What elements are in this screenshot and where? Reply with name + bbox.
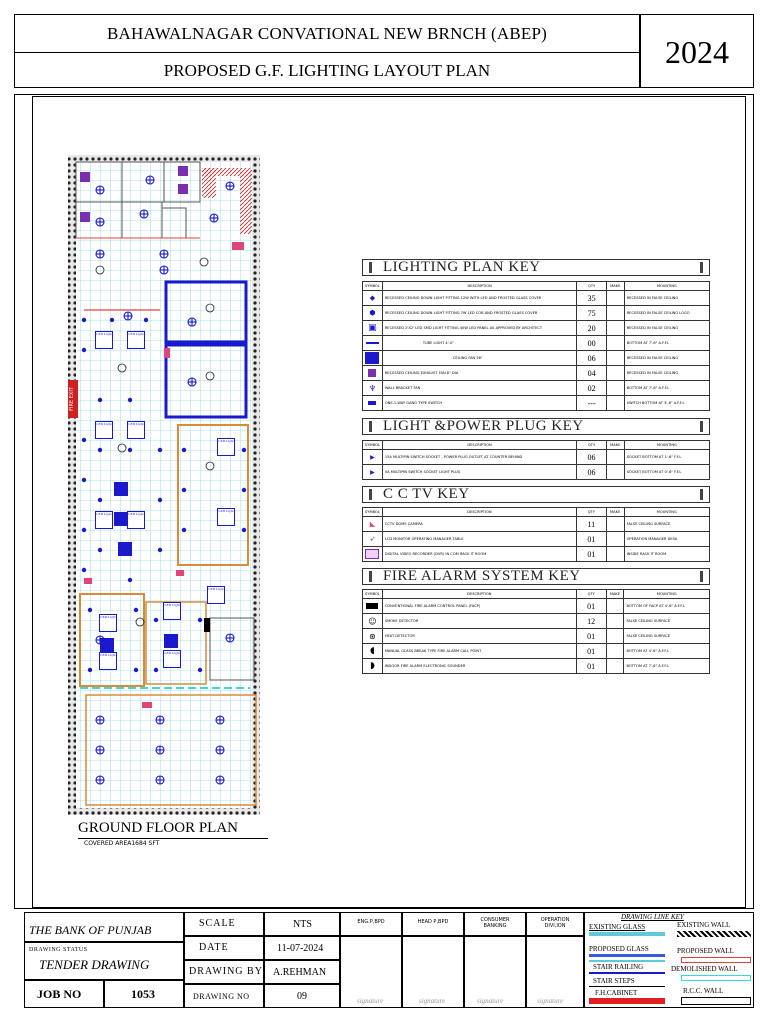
- downlight-icon: [156, 776, 164, 784]
- drawn-by-value: A.REHMAN: [273, 967, 327, 978]
- plan-area: COVERED AREA1684 SFT: [84, 840, 160, 847]
- table-row: ⊛ HEAT DETECTOR 01 FALSE CEILING SURFACE: [363, 629, 710, 644]
- col-header: MAKE: [606, 282, 624, 291]
- line-key: DRAWING LINE KEY EXISTING GLASS EXISTING WALL PROPOSED GLASS PROPOSED WALL STAIR RAILING DEMOLISHED WALL STAIR STEPS R.C.C. WALL F.H.CABINET: [584, 912, 754, 1008]
- downlight-icon: [188, 318, 196, 326]
- existing-glass-swatch: [589, 932, 665, 936]
- led-panel-icon: ▣: [363, 321, 383, 336]
- downlight-icon: [146, 176, 154, 184]
- downlight-icon: [96, 250, 104, 258]
- smoke-detector-icon: ☺: [363, 614, 383, 629]
- downlight-icon: [96, 186, 104, 194]
- downlight-icon: [216, 776, 224, 784]
- downlight-icon: [160, 266, 168, 274]
- fire-exit-label: FIRE EXIT: [69, 387, 75, 411]
- downlight-icon: [124, 312, 132, 320]
- table-row: RECESSED CEILING EXHAUST FAN 8" DIA 04 RECESSED IN FALSE CEILING: [363, 366, 710, 381]
- table-row: ▣ RECESSED 2'X2' LED SMD LIGHT FITTING 40W LED PANEL AS APPROVED BY ARCHITECT 20 RECESSED IN FALSE CEILING: [363, 321, 710, 336]
- table-row: ▶ 15A MULTIPIN SWITCH SOCKET - POWER PLUG OUTLET AT COUNTER BEHIND 06 SOCKET BOTTOM AT 1'-6" F.F.L: [363, 450, 710, 465]
- downlight-icon: [96, 218, 104, 226]
- lighting-key-table: [362, 281, 710, 411]
- table-row: CEILING FAN 56" 06 RECESSED IN FALSE CEILING: [363, 351, 710, 366]
- downlight-icon: [96, 776, 104, 784]
- downlight-icon: [226, 182, 234, 190]
- power-key-table: SYMBOL DESCRIPTION QTY MAKE MOUNTING ▶ 15A MULTIPIN SWITCH SOCKET - POWER PLUG OUTLET AT COUNTER BEHIND 06 SOCKET BOTTOM AT 1'-6" F.F.L ▶ 5A MULTIPIN SWITCH SOCKET LIGHT PLUG 06 SOCKET BOTTOM AT 0'-6" F.F.L: [362, 440, 710, 480]
- led-panel: LED Light: [95, 331, 113, 349]
- downlight-icon: [140, 210, 148, 218]
- led-panel: LED Light: [127, 421, 145, 439]
- socket-icon: ▶: [363, 450, 383, 465]
- camera-bullet-icon: ➶: [363, 532, 383, 547]
- drawing-year: 2024: [640, 14, 754, 88]
- job-label-cell: JOB NO: [24, 980, 104, 1008]
- downlight-icon: [216, 716, 224, 724]
- fh-cabinet-swatch: [589, 998, 665, 1004]
- plan-title: GROUND FLOOR PLAN: [78, 820, 239, 836]
- fire-key-title: FIRE ALARM SYSTEM KEY: [362, 568, 710, 585]
- table-row: TUBE LIGHT 4'-0" 00 BOTTOM AT 7'-6" A.F.F.L: [363, 336, 710, 351]
- diamond-icon: ◆: [363, 291, 383, 306]
- job-number: 1053: [131, 987, 155, 1001]
- table-row: ⬢ RECESSED CEILING DOWN LIGHT FITTING 7W LED COB AND FROSTED GLASS COVER 75 RECESSED IN FALSE CEILING LOGO: [363, 306, 710, 321]
- signature-line[interactable]: signature: [357, 997, 384, 1005]
- downlight-icon: [216, 746, 224, 754]
- led-panel: LED Light: [217, 508, 235, 526]
- camera-icon: ◣: [363, 517, 383, 532]
- tube-icon: [363, 336, 383, 351]
- signature-line[interactable]: signature: [419, 997, 446, 1005]
- led-panel: LED Light: [99, 652, 117, 670]
- client-cell: [24, 912, 184, 942]
- downlight-icon: [96, 746, 104, 754]
- date-value: 11-07-2024: [277, 943, 324, 954]
- table-row: ▶ 5A MULTIPIN SWITCH SOCKET LIGHT PLUG 06 SOCKET BOTTOM AT 0'-6" F.F.L: [363, 465, 710, 480]
- downlight-icon: [226, 634, 234, 642]
- downlight-icon: [96, 716, 104, 724]
- proposed-glass-swatch: [589, 954, 665, 957]
- col-header: DESCRIPTION: [382, 282, 577, 291]
- downlight-icon: [210, 214, 218, 222]
- proposed-wall-swatch: [681, 957, 751, 963]
- scale-value: NTS: [293, 919, 312, 930]
- drawing-title: BAHAWALNAGAR CONVATIONAL NEW BRNCH (ABEP): [14, 14, 640, 52]
- table-row: ◆ RECESSED CEILING DOWN LIGHT FITTING 12W WITH LED AND FROSTED GLASS COVER 35 RECESSED IN FALSE CEILING: [363, 291, 710, 306]
- fire-key-table: SYMBOL DESCRIPTION QTY MAKE MOUNTING CONVENTIONAL FIRE ALARM CONTROL PANEL (FACP) 01 BOTTOM OF FACP AT 4'-6" A.F.F.L ☺ SMOKE DETECTOR 12 FALSE CEILING SURFACE ⊛ HEAT DETECTOR 01 FALSE CEILING SURFACE ◖ MANUAL GLASS BREAK TYPE FIRE ALARM CALL POINT 01 BOTTOM AT 4'-6" A.F.F.L ◗ INDOOR FIRE ALARM ELECTRONIC SOUNDER 01 BOTTOM AT 7'-6" A.F.F.L: [362, 589, 710, 674]
- led-panel: LED Light: [127, 331, 145, 349]
- led-panel: LED Light: [95, 511, 113, 529]
- downlight-icon: [160, 250, 168, 258]
- call-point-icon: ◖: [363, 644, 383, 659]
- led-panel: LED Light: [217, 438, 235, 456]
- downlight-icon: [156, 746, 164, 754]
- table-row: ☺ SMOKE DETECTOR 12 FALSE CEILING SURFACE: [363, 614, 710, 629]
- downlight-icon: [96, 636, 104, 644]
- downlight-icon: [156, 716, 164, 724]
- power-key-title: LIGHT &POWER PLUG KEY: [362, 418, 710, 435]
- drawing-number: 09: [297, 991, 307, 1002]
- stair-steps-swatch: [589, 986, 665, 987]
- rcc-wall-swatch: [681, 997, 751, 1005]
- table-row: ONE-1-WAY GANG TYPE SWITCH --- SWITCH BOTTOM AT 3'-6" A.F.F.L: [363, 396, 710, 411]
- lighting-key-title: LIGHTING PLAN KEY: [362, 259, 710, 276]
- cctv-key-title: C C TV KEY: [362, 486, 710, 503]
- led-panel: LED Light: [99, 614, 117, 632]
- table-row: ➶ LCD MONITOR OPERATING MANAGER TABLE 01 OPERATION MANAGER DESK: [363, 532, 710, 547]
- existing-wall-swatch: [677, 931, 751, 937]
- bracket-icon: ♆: [363, 381, 383, 396]
- downlight-icon: [188, 378, 196, 386]
- table-row: ◣ CCTV DOME CAMERA 11 FALSE CEILING SURFACE: [363, 517, 710, 532]
- dvr-icon: [363, 547, 383, 562]
- table-row: ◗ INDOOR FIRE ALARM ELECTRONIC SOUNDER 01 BOTTOM AT 7'-6" A.F.F.L: [363, 659, 710, 674]
- switch-icon: [363, 396, 383, 411]
- table-row: CONVENTIONAL FIRE ALARM CONTROL PANEL (FACP) 01 BOTTOM OF FACP AT 4'-6" A.F.F.L: [363, 599, 710, 614]
- exhaust-icon: [363, 366, 383, 381]
- stair-railing-swatch: [589, 972, 665, 974]
- signature-line[interactable]: signature: [477, 997, 504, 1005]
- socket-icon: ▶: [363, 465, 383, 480]
- col-header: SYMBOL: [363, 282, 383, 291]
- sounder-icon: ◗: [363, 659, 383, 674]
- led-panel: LED Light: [163, 602, 181, 620]
- panel-icon: [363, 599, 383, 614]
- hexagon-icon: ⬢: [363, 306, 383, 321]
- job-no-cell: [104, 980, 184, 1008]
- table-row: ◖ MANUAL GLASS BREAK TYPE FIRE ALARM CALL POINT 01 BOTTOM AT 4'-6" A.F.F.L: [363, 644, 710, 659]
- table-row: DIGITAL VIDEO RECORDER (DVR) IN COM RACK IT ROOM 01 INSIDE RACK IT ROOM: [363, 547, 710, 562]
- square-icon: [363, 351, 383, 366]
- downlight-layer: [60, 150, 270, 820]
- status-cell: DRAWING STATUS TENDER DRAWING: [24, 942, 184, 980]
- col-header: QTY: [577, 282, 606, 291]
- signature-line[interactable]: signature: [537, 997, 564, 1005]
- table-row: ♆ WALL BRACKET FAN 02 BOTTOM AT 7'-6" A.F.F.L: [363, 381, 710, 396]
- demolished-wall-swatch: [681, 975, 751, 981]
- line-key-title: DRAWING LINE KEY: [621, 913, 684, 921]
- led-panel: LED Light: [207, 586, 225, 604]
- client-name: THE BANK OF PUNJAB: [29, 923, 152, 937]
- led-panel: LED Light: [127, 511, 145, 529]
- led-panel: LED Light: [95, 421, 113, 439]
- col-header: MOUNTING: [624, 282, 709, 291]
- heat-detector-icon: ⊛: [363, 629, 383, 644]
- cctv-key-table: SYMBOL DESCRIPTION QTY MAKE MOUNTING ◣ CCTV DOME CAMERA 11 FALSE CEILING SURFACE ➶ LCD MONITOR OPERATING MANAGER TABLE 01 OPERATION MANAGER DESK DIGITAL VIDEO RECORDER (DVR) IN COM RACK IT ROOM 01 INSIDE RACK IT ROOM: [362, 507, 710, 562]
- drawing-status: TENDER DRAWING: [39, 957, 150, 972]
- drawing-subtitle: PROPOSED G.F. LIGHTING LAYOUT PLAN: [14, 52, 640, 88]
- led-panel: LED Light: [163, 650, 181, 668]
